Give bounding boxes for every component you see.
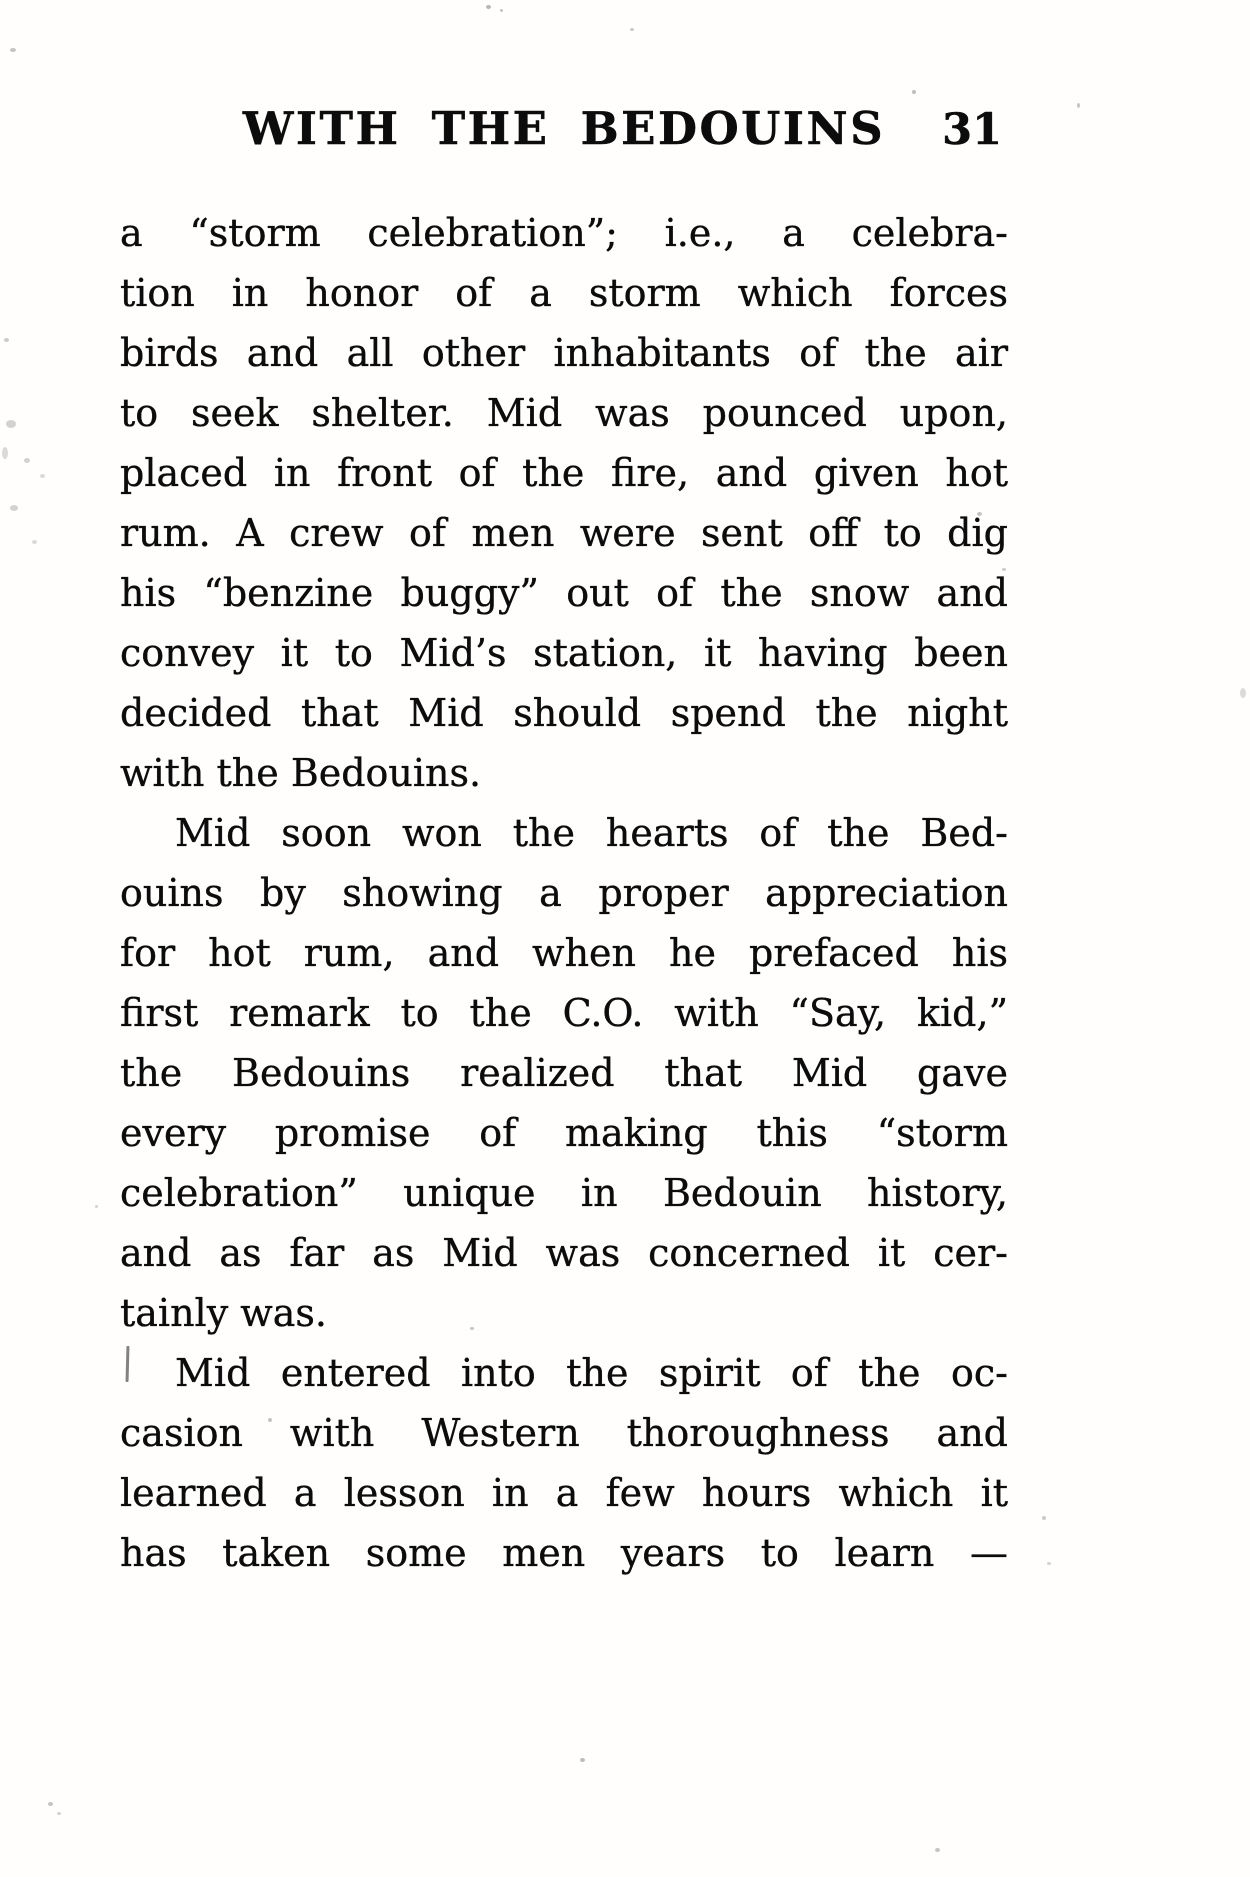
scan-speckle [4,338,9,342]
scan-speckle [470,1327,474,1330]
scan-speckle [977,512,982,516]
text-line: the Bedouins realized that Mid gave [120,1051,1008,1095]
scan-speckle [2,447,8,459]
scan-speckle [10,505,18,511]
scan-speckle [500,9,503,12]
text-line: Mid entered into the spirit of the oc- [175,1351,1008,1395]
text-line: birds and all other inhabitants of the air [120,331,1008,375]
scan-speckle [1047,1562,1051,1565]
scan-speckle [1240,688,1246,698]
text-line: a “storm celebration”; i.e., a celebra- [120,211,1008,255]
text-line: his “benzine buggy” out of the snow and [120,571,1008,615]
running-head-title: WITH THE BEDOUINS [242,102,886,155]
scan-speckle [1077,103,1080,108]
text-line: for hot rum, and when he prefaced his [120,931,1008,975]
text-line: and as far as Mid was concerned it cer- [120,1231,1008,1275]
scan-speckle [6,420,16,428]
scan-speckle [24,458,30,463]
text-line: learned a lesson in a few hours which it [120,1471,1008,1515]
scan-speckle [1042,1516,1046,1520]
page-header [120,100,1008,160]
text-line: ouins by showing a proper appreciation [120,871,1008,915]
scan-speckle [40,474,45,478]
text-line: first remark to the C.O. with “Say, kid,” [120,991,1008,1035]
text-line: decided that Mid should spend the night [120,691,1008,735]
scan-speckle [486,5,491,9]
page-number: 31 [942,105,1002,155]
scan-speckle [630,28,634,31]
text-line: every promise of making this “storm [120,1111,1008,1155]
text-line: with the Bedouins. [120,751,482,795]
scan-speckle [935,1848,940,1852]
text-line: tion in honor of a storm which forces [120,271,1008,315]
scan-speckle [1002,568,1006,571]
scan-speckle [10,48,16,52]
body-text [120,203,1008,1583]
text-line: tainly was. [120,1291,328,1335]
text-line: convey it to Mid’s station, it having been [120,631,1008,675]
text-line: placed in front of the fire, and given hot [120,451,1008,495]
scan-speckle [95,1205,98,1208]
text-line: casion with Western thoroughness and [120,1411,1008,1455]
text-line: to seek shelter. Mid was pounced upon, [120,391,1008,435]
scan-speckle [580,1758,585,1762]
scan-speckle [912,90,916,94]
text-line: Mid soon won the hearts of the Bed- [175,811,1008,855]
scan-speckle [48,1802,53,1806]
scan-speckle [268,1418,272,1422]
scan-speckle [32,540,37,544]
text-line: rum. A crew of men were sent off to dig [120,511,1008,555]
text-line: has taken some men years to learn — [120,1531,1008,1575]
scan-speckle [57,1812,61,1815]
text-line: celebration” unique in Bedouin history, [120,1171,1008,1215]
